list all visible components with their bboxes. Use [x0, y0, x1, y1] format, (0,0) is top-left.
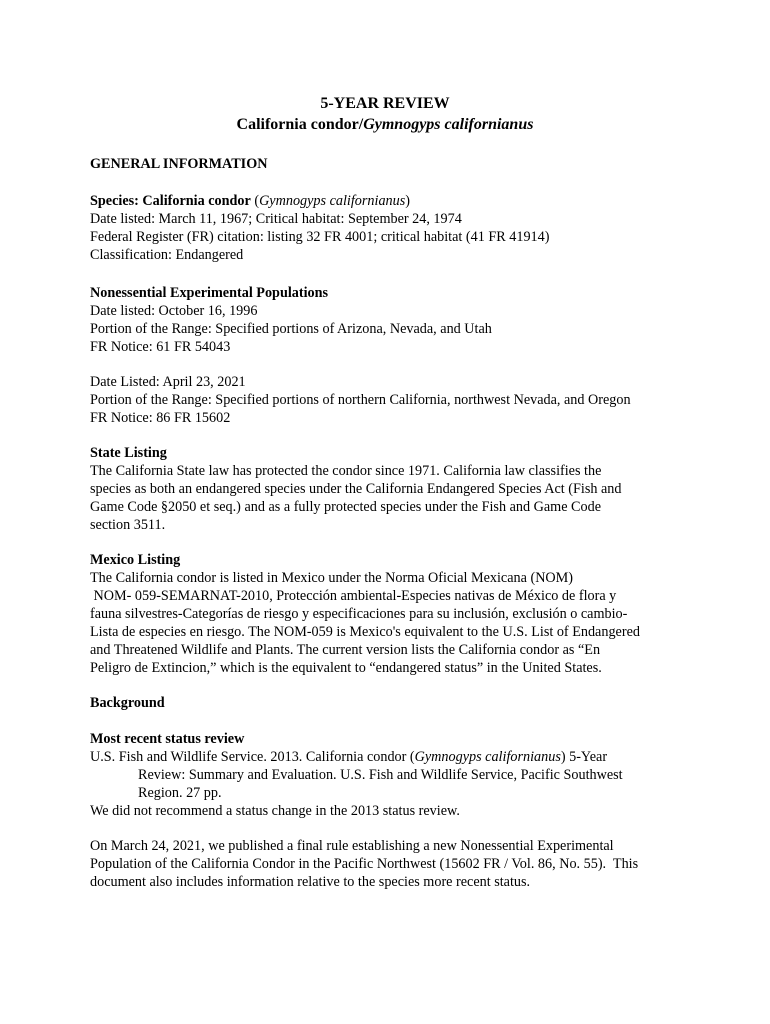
nep-range1: Portion of the Range: Specified portions of Arizona, Nevada, and Utah: [90, 321, 492, 337]
mexico-line: fauna silvestres-Categorías de riesgo y especificaciones para su inclusión, exclusión o cambio-: [90, 606, 628, 622]
nep-notice2: FR Notice: 86 FR 15602: [90, 410, 231, 426]
mexico-heading: Mexico Listing: [90, 552, 181, 568]
species-line: Species: California condor (Gymnogyps californianus): [90, 193, 410, 209]
fr-citation: Federal Register (FR) citation: listing 32 FR 4001; critical habitat (41 FR 41914): [90, 229, 550, 245]
state-line: Game Code §2050 et seq.) and as a fully protected species under the Fish and Game Code: [90, 499, 601, 515]
mexico-line: Lista de especies en riesgo. The NOM-059 is Mexico's equivalent to the U.S. List of Endangered: [90, 624, 640, 640]
citation-line2: Review: Summary and Evaluation. U.S. Fish and Wildlife Service, Pacific Southwest: [138, 767, 623, 783]
recent-heading: Most recent status review: [90, 731, 245, 747]
state-line: The California State law has protected the condor since 1971. California law classifies the: [90, 463, 602, 479]
date-listed: Date listed: March 11, 1967; Critical habitat: September 24, 1974: [90, 211, 462, 227]
final-rule-paragraph: [90, 837, 690, 891]
mexico-line: Peligro de Extincion,” which is the equivalent to “endangered status” in the United States.: [90, 660, 602, 676]
citation-line3: Region. 27 pp.: [138, 785, 222, 801]
final-line: document also includes information relative to the species more recent status.: [90, 874, 531, 890]
mexico-line: The California condor is listed in Mexico under the Norma Oficial Mexicana (NOM): [90, 570, 574, 586]
background-section: [90, 694, 690, 712]
document-title: [0, 93, 770, 135]
final-line: Population of the California Condor in the Pacific Northwest (15602 FR / Vol. 86, No. 55). This: [90, 856, 639, 872]
general-heading: GENERAL INFORMATION: [90, 156, 268, 172]
mexico-line: and Threatened Wildlife and Plants. The current version lists the California condor as “En: [90, 642, 601, 658]
species-block: [90, 192, 690, 264]
no-change-statement: We did not recommend a status change in the 2013 status review.: [90, 803, 460, 819]
nep-notice1: FR Notice: 61 FR 54043: [90, 339, 231, 355]
general-information-section: [90, 155, 690, 173]
nep-heading: Nonessential Experimental Populations: [90, 285, 329, 301]
classification: Classification: Endangered: [90, 247, 244, 263]
state-heading: State Listing: [90, 445, 167, 461]
title-line1: 5-YEAR REVIEW: [320, 95, 450, 112]
state-line: species as both an endangered species under the California Endangered Species Act (Fish and: [90, 481, 622, 497]
mexico-listing-section: [90, 551, 690, 677]
citation-line1: U.S. Fish and Wildlife Service. 2013. California condor (Gymnogyps californianus) 5-Year: [90, 749, 608, 765]
nep-date2: Date Listed: April 23, 2021: [90, 374, 246, 390]
mexico-line: NOM- 059-SEMARNAT-2010, Protección ambiental-Especies nativas de México de flora y: [90, 588, 617, 604]
nep2-block: [90, 373, 690, 427]
background-heading: Background: [90, 695, 165, 711]
state-listing-section: [90, 444, 690, 534]
recent-review-section: [90, 730, 690, 820]
final-line: On March 24, 2021, we published a final rule establishing a new Nonessential Experimental: [90, 838, 614, 854]
nep-block: [90, 284, 690, 356]
state-line: section 3511.: [90, 517, 166, 533]
nep-date1: Date listed: October 16, 1996: [90, 303, 258, 319]
title-line2: California condor/Gymnogyps californianus: [236, 116, 534, 133]
nep-range2: Portion of the Range: Specified portions of northern California, northwest Nevada, and Oregon: [90, 392, 631, 408]
